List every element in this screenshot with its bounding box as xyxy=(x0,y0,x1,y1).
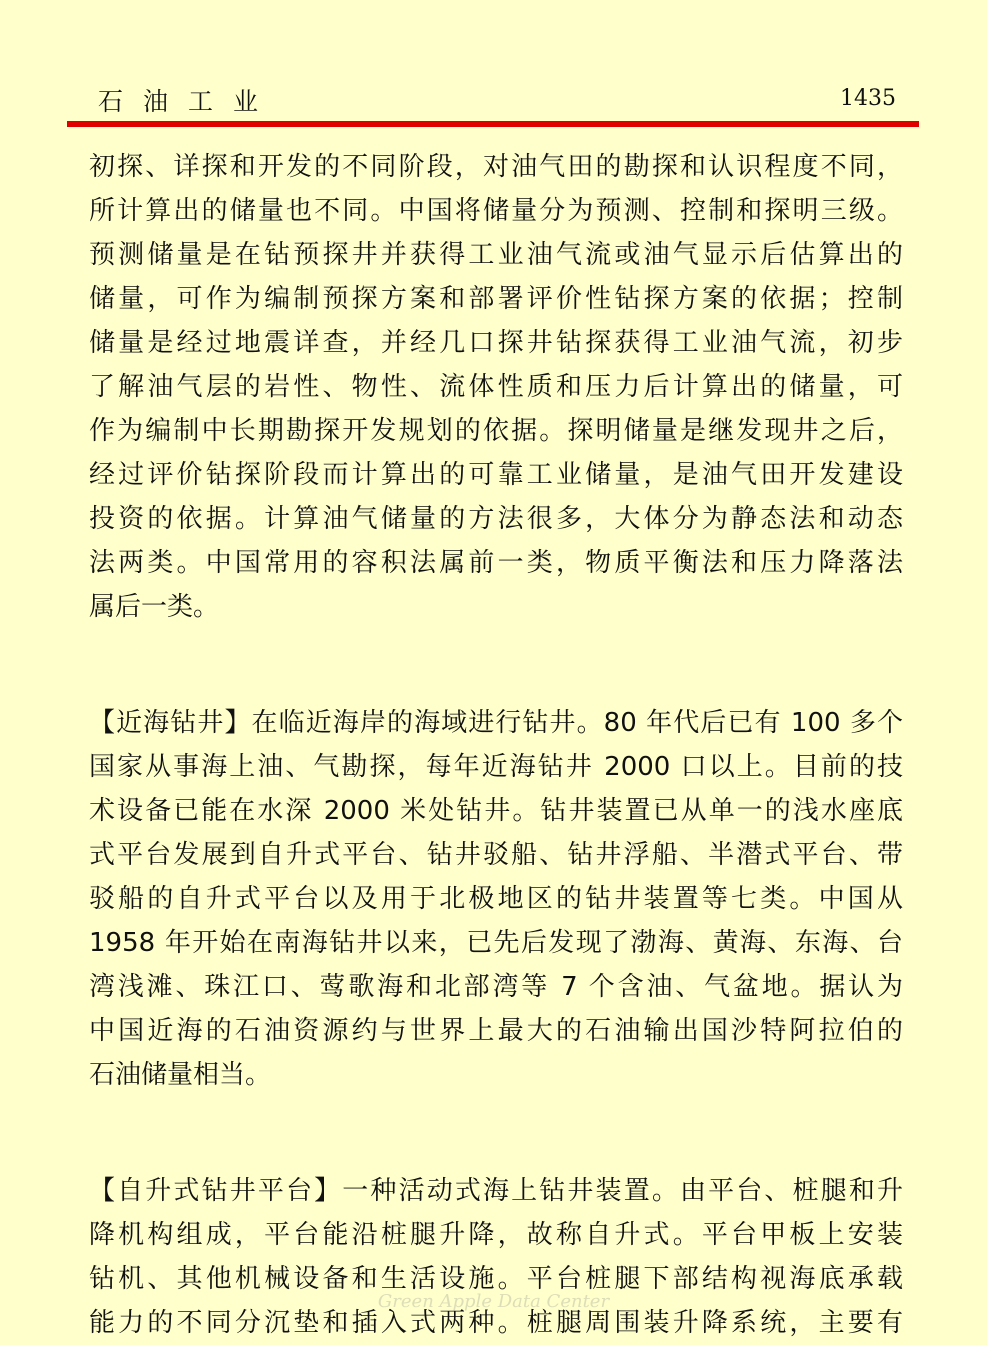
running-header-title: 石油工业 xyxy=(98,87,279,116)
text-line: 法两类。中国常用的容积法属前一类，物质平衡法和压力降落法 xyxy=(89,548,903,578)
text-line: 所计算出的储量也不同。中国将储量分为预测、控制和探明三级。 xyxy=(89,196,903,226)
text-line: 驳船的自升式平台以及用于北极地区的钻井装置等七类。中国从 xyxy=(89,884,903,914)
header-divider xyxy=(67,121,919,127)
text-line: 湾浅滩、珠江口、莺歌海和北部湾等 7 个含油、气盆地。据认为 xyxy=(89,972,903,1002)
text-line: 中国近海的石油资源约与世界上最大的石油输出国沙特阿拉伯的 xyxy=(89,1016,903,1046)
paragraph-spacer xyxy=(89,629,903,701)
text-line: 钻机、其他机械设备和生活设施。平台桩腿下部结构视海底承载 xyxy=(89,1264,903,1294)
text-line: 作为编制中长期勘探开发规划的依据。探明储量是继发现井之后， xyxy=(89,416,903,446)
text-line: 经过评价钻探阶段而计算出的可靠工业储量，是油气田开发建设 xyxy=(89,460,903,490)
text-line: 国家从事海上油、气勘探，每年近海钻井 2000 口以上。目前的技 xyxy=(89,752,903,782)
text-line: 降机构组成，平台能沿桩腿升降，故称自升式。平台甲板上安装 xyxy=(89,1220,903,1250)
text-line: 了解油气层的岩性、物性、流体性质和压力后计算出的储量，可 xyxy=(89,372,903,402)
text-line: 1958 年开始在南海钻井以来，已先后发现了渤海、黄海、东海、台 xyxy=(89,928,903,958)
text-line: 储量，可作为编制预探方案和部署评价性钻探方案的依据；控制 xyxy=(89,284,903,314)
text-line: 预测储量是在钻预探井并获得工业油气流或油气显示后估算出的 xyxy=(89,240,903,270)
page-number: 1435 xyxy=(840,86,896,111)
text-line: 术设备已能在水深 2000 米处钻井。钻井装置已从单一的浅水座底 xyxy=(89,796,903,826)
paragraph-spacer xyxy=(89,1097,903,1169)
entry-heading-line: 【近海钻井】在临近海岸的海域进行钻井。80 年代后已有 100 多个 xyxy=(89,708,903,738)
text-line: 属后一类。 xyxy=(89,592,220,622)
text-line: 能力的不同分沉垫和插入式两种。桩腿周围装升降系统，主要有 xyxy=(89,1308,903,1338)
text-line: 投资的依据。计算油气储量的方法很多，大体分为静态法和动态 xyxy=(89,504,903,534)
paragraph-offshore-drilling xyxy=(89,701,903,1097)
text-line: 式平台发展到自升式平台、钻井驳船、钻井浮船、半潜式平台、带 xyxy=(89,840,903,870)
paragraph-reserves xyxy=(89,145,903,629)
text-line: 石油储量相当。 xyxy=(89,1060,272,1090)
watermark: Green Apple Data Center xyxy=(377,1291,610,1312)
entry-heading-line: 【自升式钻井平台】一种活动式海上钻井装置。由平台、桩腿和升 xyxy=(89,1176,903,1206)
body-text xyxy=(89,145,903,1345)
text-line: 储量是经过地震详查，并经几口探井钻探获得工业油气流，初步 xyxy=(89,328,903,358)
paragraph-jackup-rig xyxy=(89,1169,903,1345)
text-line: 初探、详探和开发的不同阶段，对油气田的勘探和认识程度不同， xyxy=(89,152,903,182)
